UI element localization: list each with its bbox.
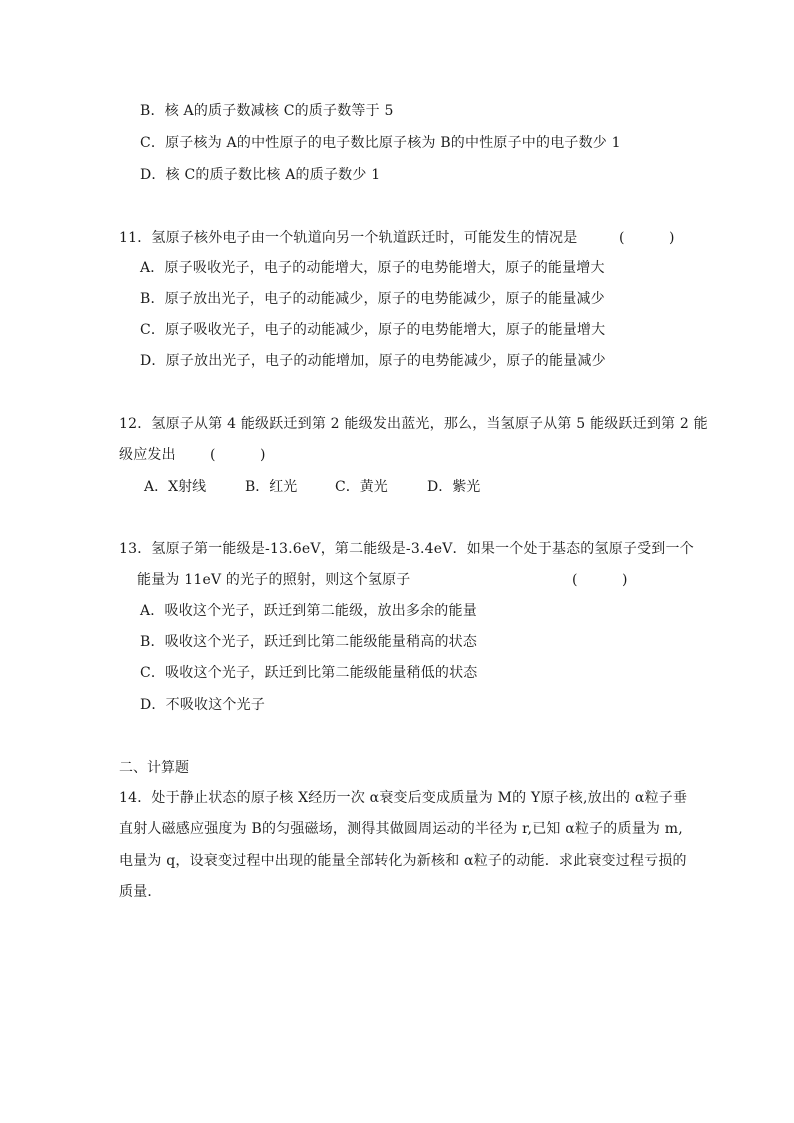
q13-option-a: A．吸收这个光子，跃迁到第二能级，放出多余的能量 (140, 603, 477, 619)
q13-answer-bracket: ( ) (572, 572, 628, 588)
q13-stem-line2: 能量为 11eV 的光子的照射，则这个氢原子 (137, 572, 411, 588)
q11-stem: 11．氢原子核外电子由一个轨道向另一个轨道跃迁时，可能发生的情况是 (119, 230, 578, 246)
q12-stem-line2: 级应发出 (119, 447, 176, 463)
q12-choice-d: D．紫光 (427, 479, 481, 495)
q10-option-b: B．核 A的质子数减核 C的质子数等于 5 (140, 103, 394, 119)
section-title-calculation: 二、计算题 (119, 760, 189, 776)
q13-option-d: D．不吸收这个光子 (140, 697, 266, 713)
q13-option-b: B．吸收这个光子，跃迁到比第二能级能量稍高的状态 (140, 634, 478, 650)
q11-option-b: B．原子放出光子，电子的动能减少，原子的电势能减少，原子的能量减少 (140, 291, 605, 307)
q14-line4: 质量． (119, 884, 162, 900)
q12-answer-bracket: ( ) (210, 447, 266, 463)
q11-option-c: C．原子吸收光子，电子的动能减少，原子的电势能增大，原子的能量增大 (140, 322, 606, 338)
q11-option-a: A．原子吸收光子，电子的动能增大，原子的电势能增大，原子的能量增大 (140, 260, 605, 276)
q13-stem-line1: 13．氢原子第一能级是-13.6eV，第二能级是-3.4eV．如果一个处于基态的氢原子受到一个 (119, 541, 694, 557)
q12-choice-b: B．红光 (245, 479, 298, 495)
q12-choice-c: C．黄光 (335, 479, 388, 495)
q14-line1: 14．处于静止状态的原子核 X经历一次 α衰变后变成质量为 M的 Y原子核,放出的 α粒子垂 (119, 790, 688, 806)
q12-choice-a: A．X射线 (144, 479, 207, 495)
q11-option-d: D．原子放出光子，电子的动能增加，原子的电势能减少，原子的能量减少 (140, 353, 606, 369)
q10-option-c: C．原子核为 A的中性原子的电子数比原子核为 B的中性原子中的电子数少 1 (140, 135, 621, 151)
q14-line3: 电量为 q，设衰变过程中出现的能量全部转化为新核和 α粒子的动能．求此衰变过程亏损的 (119, 853, 687, 869)
q11-answer-bracket: ( ) (619, 230, 675, 246)
q13-option-c: C．吸收这个光子，跃迁到比第二能级能量稍低的状态 (140, 665, 478, 681)
q12-stem-line1: 12．氢原子从第 4 能级跃迁到第 2 能级发出蓝光，那么，当氢原子从第 5 能级跃迁到第 2 能 (119, 416, 708, 432)
q10-option-d: D．核 C的质子数比核 A的质子数少 1 (140, 167, 381, 183)
q14-line2: 直射人磁感应强度为 B的匀强磁场，测得其做圆周运动的半径为 r,已知 α粒子的质量为 m, (119, 821, 683, 837)
